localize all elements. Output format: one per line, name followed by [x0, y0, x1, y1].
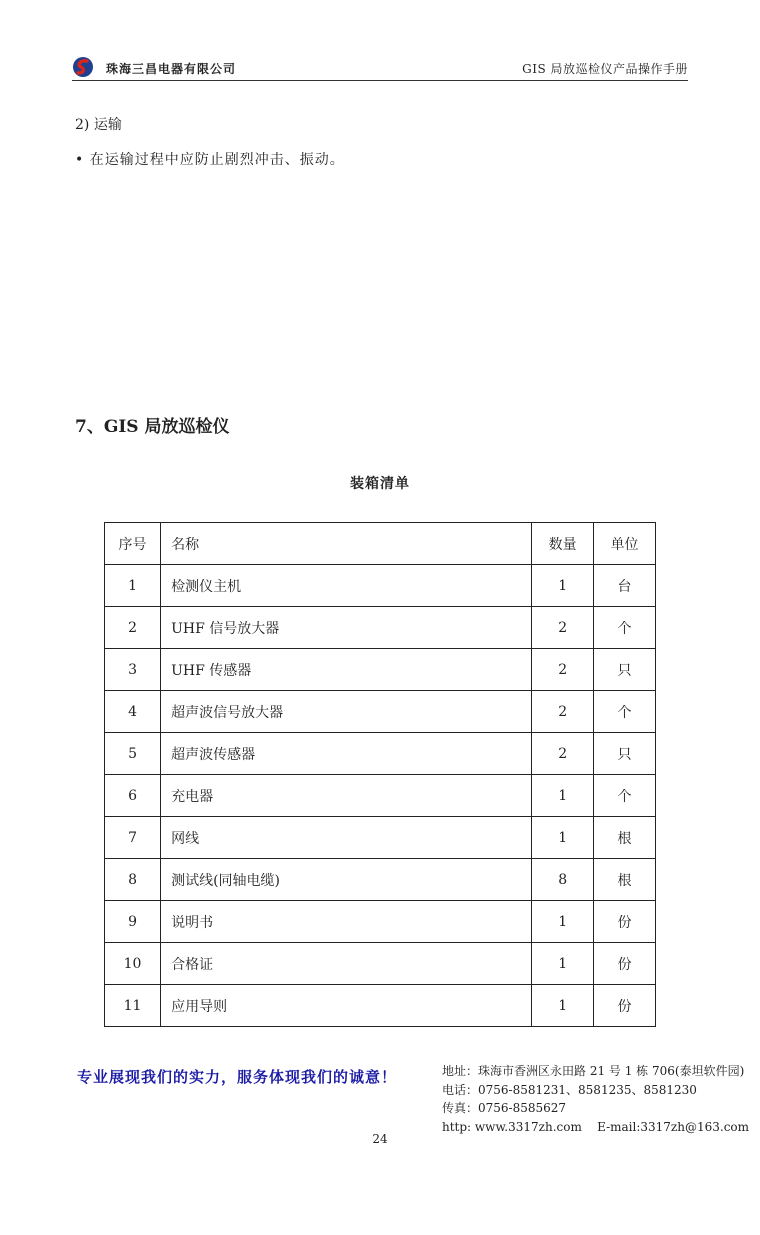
column-header-unit: 单位: [594, 523, 656, 565]
column-header-index: 序号: [105, 523, 161, 565]
cell-quantity: 1: [532, 901, 594, 943]
cell-index: 5: [105, 733, 161, 775]
cell-name: 测试线(同轴电缆): [161, 859, 532, 901]
table-row: [105, 649, 656, 691]
table-row: [105, 943, 656, 985]
company-logo-icon: [72, 56, 94, 78]
table-row: [105, 775, 656, 817]
cell-name: UHF 信号放大器: [161, 607, 532, 649]
cell-unit: 只: [594, 649, 656, 691]
cell-name: 检测仪主机: [161, 565, 532, 607]
cell-unit: 根: [594, 859, 656, 901]
contact-address: 地址：珠海市香洲区永田路 21 号 1 栋 706(泰坦软件园): [442, 1064, 745, 1078]
cell-quantity: 2: [532, 607, 594, 649]
cell-index: 7: [105, 817, 161, 859]
cell-quantity: 2: [532, 733, 594, 775]
cell-index: 4: [105, 691, 161, 733]
cell-unit: 个: [594, 775, 656, 817]
table-row: [105, 817, 656, 859]
table-row: [105, 691, 656, 733]
transport-bullet: • 在运输过程中应防止剧烈冲击、振动。: [75, 152, 345, 168]
manual-title: GIS 局放巡检仪产品操作手册: [522, 62, 688, 76]
table-row: [105, 607, 656, 649]
cell-quantity: 1: [532, 985, 594, 1027]
cell-quantity: 1: [532, 943, 594, 985]
cell-unit: 个: [594, 691, 656, 733]
cell-name: 网线: [161, 817, 532, 859]
cell-index: 1: [105, 565, 161, 607]
table-row: [105, 985, 656, 1027]
cell-quantity: 8: [532, 859, 594, 901]
cell-name: 超声波传感器: [161, 733, 532, 775]
table-header-row: [105, 523, 656, 565]
table-row: [105, 733, 656, 775]
cell-index: 3: [105, 649, 161, 691]
packing-list-caption: 装箱清单: [350, 476, 410, 492]
cell-unit: 个: [594, 607, 656, 649]
cell-index: 11: [105, 985, 161, 1027]
contact-web-email: http: www.3317zh.com E-mail:3317zh@163.com: [442, 1119, 750, 1134]
cell-index: 2: [105, 607, 161, 649]
company-name: 珠海三昌电器有限公司: [106, 62, 237, 76]
cell-quantity: 1: [532, 817, 594, 859]
cell-quantity: 1: [532, 565, 594, 607]
cell-unit: 台: [594, 565, 656, 607]
packing-list-table: [104, 522, 656, 1027]
contact-fax: 传真：0756-8585627: [442, 1101, 567, 1115]
table-row: [105, 565, 656, 607]
page-number: 24: [372, 1132, 388, 1146]
cell-name: 充电器: [161, 775, 532, 817]
cell-unit: 根: [594, 817, 656, 859]
column-header-name: 名称: [161, 523, 532, 565]
table-row: [105, 859, 656, 901]
cell-name: UHF 传感器: [161, 649, 532, 691]
cell-quantity: 2: [532, 649, 594, 691]
cell-index: 8: [105, 859, 161, 901]
cell-name: 应用导则: [161, 985, 532, 1027]
cell-name: 超声波信号放大器: [161, 691, 532, 733]
cell-unit: 份: [594, 943, 656, 985]
cell-unit: 份: [594, 901, 656, 943]
cell-index: 10: [105, 943, 161, 985]
cell-unit: 份: [594, 985, 656, 1027]
cell-index: 9: [105, 901, 161, 943]
table-row: [105, 901, 656, 943]
cell-name: 合格证: [161, 943, 532, 985]
company-slogan: 专业展现我们的实力，服务体现我们的诚意！: [77, 1068, 398, 1086]
cell-name: 说明书: [161, 901, 532, 943]
contact-info: [442, 1062, 749, 1136]
contact-phone: 电话：0756-8581231、8581235、8581230: [442, 1082, 697, 1097]
cell-index: 6: [105, 775, 161, 817]
cell-quantity: 1: [532, 775, 594, 817]
cell-unit: 只: [594, 733, 656, 775]
section-title: 7、GIS 局放巡检仪: [75, 417, 230, 437]
cell-quantity: 2: [532, 691, 594, 733]
transport-heading: 2) 运输: [75, 117, 122, 133]
column-header-quantity: 数量: [532, 523, 594, 565]
page-header: [72, 54, 688, 81]
